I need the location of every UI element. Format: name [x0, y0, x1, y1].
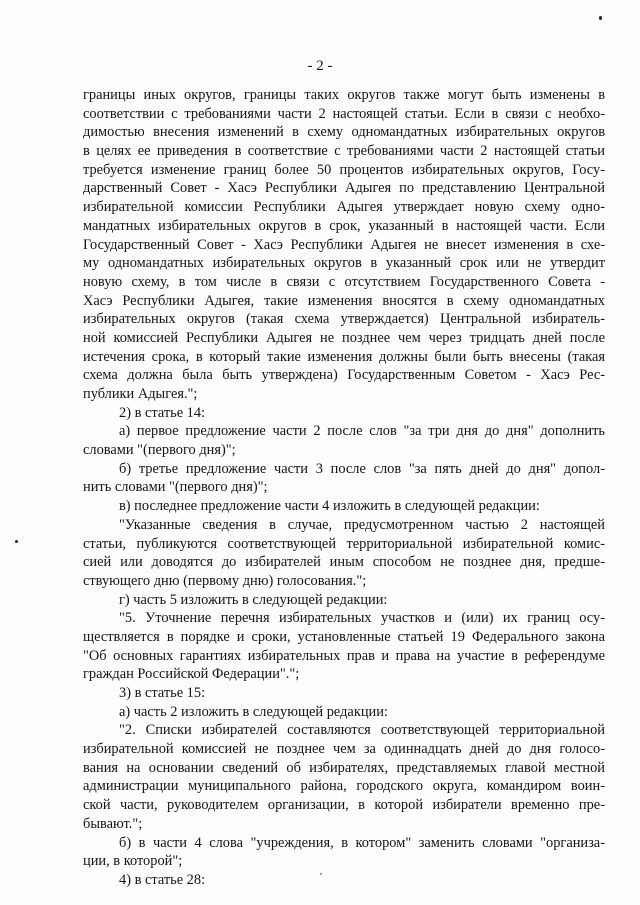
text-line: ствующего дню (первому дню) голосования.";	[83, 572, 367, 589]
scan-speck	[599, 16, 602, 20]
text-line: статьи, публикуются соответствующей территориальной избирательной комис-	[83, 535, 605, 552]
text-line: б) третье предложение части 3 после слов "за пять дней до дня" допол-	[119, 460, 605, 477]
text-line: "5. Уточнение перечня избирательных участков и (или) их границ осу-	[119, 610, 605, 627]
text-line: бывают.";	[83, 815, 143, 832]
text-line: ции, в которой";	[83, 853, 183, 870]
text-line: избирательной комиссии Республики Адыгея утверждает новую схему одно-	[83, 199, 605, 216]
text-line: избирательной комиссией не позднее чем за одиннадцать дней до дня голосо-	[83, 741, 605, 758]
text-line: граждан Российской Федерации".";	[83, 666, 300, 683]
text-line: ществляется в порядке и сроки, установленные статьей 19 Федерального закона	[83, 628, 605, 645]
text-line: истечения срока, в который такие изменения должны были быть внесены (такая	[83, 348, 605, 365]
text-line: новую схему, в том числе в связи с отсутствием Государственного Совета -	[83, 273, 605, 290]
text-line: требуется изменение границ более 50 процентов избирательных округов, Госу-	[83, 161, 605, 178]
text-line: нить словами "(первого дня)";	[83, 479, 268, 496]
text-line: му одномандатных избирательных округов в указанный срок или не утвердит	[83, 255, 605, 272]
text-line: ной комиссией Республики Адыгея не позднее чем через тридцать дней после	[83, 329, 605, 346]
text-line: избирательных округов (такая схема утверждается) Центральной избиратель-	[83, 311, 605, 328]
text-line: а) часть 2 изложить в следующей редакции:	[119, 703, 388, 720]
text-line: соответствии с требованиями части 2 настоящей статьи. Если в связи с необхо-	[83, 105, 605, 122]
text-line: Хасэ Республики Адыгея, такие изменения вносятся в схему одномандатных	[83, 292, 605, 309]
text-line: "Об основных гарантиях избирательных прав и права на участие в референдуме	[83, 647, 605, 664]
text-line: схема должна была быть утверждена) Государственным Советом - Хасэ Рес-	[83, 367, 605, 384]
scan-speck	[15, 540, 18, 543]
text-line: "Указанные сведения в случае, предусмотренном частью 2 настоящей	[119, 516, 605, 533]
text-line: г) часть 5 изложить в следующей редакции:	[119, 591, 388, 608]
text-line: 3) в статье 15:	[119, 685, 206, 701]
text-line: ской части, руководителем организации, в которой избиратели временно пре-	[83, 797, 605, 814]
text-line: словами "(первого дня)";	[83, 442, 236, 459]
text-line: а) первое предложение части 2 после слов "за три дня до дня" дополнить	[119, 423, 605, 440]
text-line: б) в части 4 слова "учреждения, в котором" заменить словами "организа-	[119, 834, 605, 851]
page-number: - 2 -	[307, 58, 333, 74]
text-line: границы иных округов, границы таких округов также могут быть изменены в	[83, 87, 605, 103]
text-line: "2. Списки избирателей составляются соответствующей территориальной	[119, 722, 605, 739]
text-line: дарственный Совет - Хасэ Республики Адыгея по представлению Центральной	[83, 180, 605, 197]
text-line: в) последнее предложение части 4 изложить в следующей редакции:	[119, 498, 540, 515]
text-line: димостью внесения изменений в схему одномандатных избирательных округов	[83, 124, 605, 141]
text-line: вания на основании сведений об избирателях, представляемых главой местной	[83, 759, 605, 776]
text-line: в целях ее приведения в соответствие с требованиями части 2 настоящей статьи	[83, 143, 605, 160]
text-line: сией или доводятся до избирателей иным способом не позднее дня, предше-	[83, 554, 605, 571]
text-line: публики Адыгея.";	[83, 386, 198, 402]
document-body	[83, 86, 605, 890]
text-line: 4) в статье 28:	[119, 871, 206, 888]
text-line: мандатных избирательных округов в срок, указанный в настоящей части. Если	[83, 217, 605, 234]
text-line: администрации муниципального района, городского округа, командиром воин-	[83, 778, 605, 795]
text-line: 2) в статье 14:	[119, 404, 206, 421]
text-line: Государственный Совет - Хасэ Республики Адыгея не внесет изменения в схе-	[83, 236, 605, 253]
